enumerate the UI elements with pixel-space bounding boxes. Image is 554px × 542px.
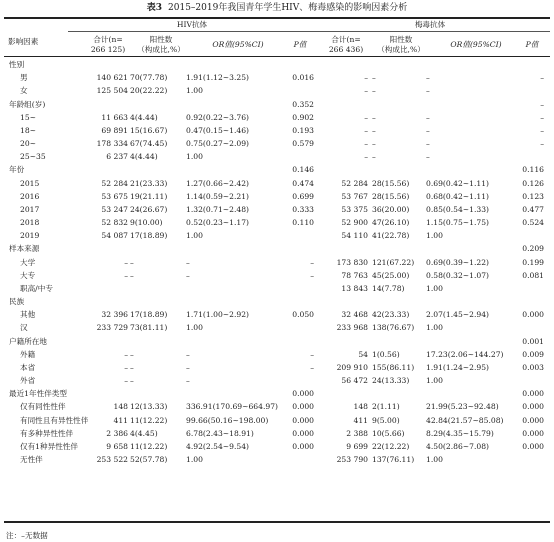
header-rule	[4, 56, 550, 57]
row-label: 年份	[9, 165, 25, 175]
header-syp-total-l2: 266 436)	[328, 45, 364, 54]
table-row	[0, 361, 554, 374]
row-label: 户籍所在地	[9, 336, 47, 346]
hiv-p-cell: 0.193	[292, 125, 314, 135]
header-hiv-pos-l1: 阳性数	[149, 35, 173, 44]
table-row	[0, 84, 554, 97]
syphilis-total-cell: 233 968	[336, 323, 368, 333]
hiv-or-cell: –	[186, 257, 190, 267]
table-row	[0, 269, 554, 282]
syphilis-or-cell: 8.29(4.35~15.79)	[426, 428, 494, 438]
syphilis-p-cell: 0.000	[522, 310, 544, 320]
hiv-p-cell: 0.474	[292, 178, 314, 188]
table-title: 2015–2019年我国青年学生HIV、梅毒感染的影响因素分析	[168, 3, 408, 13]
row-label: 样本来源	[9, 244, 40, 254]
syphilis-positive-cell: 47(26.10)	[372, 218, 410, 228]
hiv-total-cell: 69 891	[101, 125, 128, 135]
syphilis-or-cell: 1.00	[426, 323, 443, 333]
hiv-p-cell: 0.902	[292, 112, 314, 122]
syphilis-p-cell: –	[540, 139, 544, 149]
row-label: 最近1年性伴类型	[9, 389, 67, 399]
table-row	[0, 414, 554, 427]
hiv-positive-cell: 20(22.22)	[130, 86, 168, 96]
syphilis-total-cell: 9 699	[346, 441, 368, 451]
hiv-total-cell: 125 504	[96, 86, 128, 96]
table-section-row	[0, 163, 554, 176]
syphilis-or-cell: 2.07(1.45~2.94)	[426, 310, 490, 320]
hiv-or-cell: 1.00	[186, 152, 203, 162]
hiv-positive-cell: 4(4.44)	[130, 112, 158, 122]
row-label: 15~	[20, 112, 37, 122]
hiv-positive-cell: 17(18.89)	[130, 231, 168, 241]
syphilis-p-cell: –	[540, 99, 544, 109]
hiv-positive-cell: –	[130, 257, 134, 267]
hiv-or-cell: 99.66(50.16~198.00)	[186, 415, 269, 425]
table-row	[0, 453, 554, 466]
header-factor: 影响因素	[8, 37, 39, 46]
table-row	[0, 256, 554, 269]
hiv-or-cell: 1.27(0.66~2.42)	[186, 178, 250, 188]
hiv-or-cell: 1.71(1.00~2.92)	[186, 310, 250, 320]
syphilis-p-cell: 0.209	[522, 244, 544, 254]
syphilis-p-cell: 0.081	[522, 270, 544, 280]
hiv-positive-cell: 21(23.33)	[130, 178, 168, 188]
hiv-total-cell: 52 284	[101, 178, 128, 188]
hiv-or-cell: –	[186, 376, 190, 386]
hiv-or-cell: 1.91(1.12~3.25)	[186, 73, 250, 83]
row-label: 有同性且有异性性伴	[20, 415, 89, 425]
syphilis-or-cell: –	[426, 125, 430, 135]
hiv-or-cell: 0.75(0.27~2.09)	[186, 139, 250, 149]
table-section-row	[0, 242, 554, 255]
hiv-p-cell: 0.000	[292, 428, 314, 438]
header-syp-pos-l1: 阳性数	[389, 35, 413, 44]
hiv-positive-cell: 15(16.67)	[130, 125, 168, 135]
hiv-p-cell: 0.352	[292, 99, 314, 109]
hiv-positive-cell: 24(26.67)	[130, 204, 168, 214]
table-row	[0, 400, 554, 413]
hiv-or-cell: –	[186, 362, 190, 372]
syphilis-total-cell: –	[364, 139, 368, 149]
hiv-or-cell: –	[186, 270, 190, 280]
hiv-total-cell: 253 522	[96, 455, 128, 465]
syphilis-p-cell: 0.524	[522, 218, 544, 228]
table-row	[0, 427, 554, 440]
syphilis-p-cell: 0.003	[522, 362, 544, 372]
syphilis-total-cell: 56 472	[341, 376, 368, 386]
syphilis-total-cell: 2 388	[346, 428, 368, 438]
hiv-total-cell: –	[124, 257, 128, 267]
syphilis-or-cell: 1.15(0.75~1.75)	[426, 218, 490, 228]
hiv-positive-cell: 70(77.78)	[130, 73, 168, 83]
syphilis-or-cell: –	[426, 139, 430, 149]
table-row	[0, 124, 554, 137]
row-label: 性别	[9, 60, 25, 69]
syphilis-or-cell: 42.84(21.57~85.08)	[426, 415, 504, 425]
syphilis-p-cell: –	[540, 73, 544, 83]
table-row	[0, 150, 554, 163]
hiv-total-cell: 11 663	[101, 112, 128, 122]
syphilis-positive-cell: 14(7.78)	[372, 283, 405, 293]
hiv-p-cell: –	[310, 257, 314, 267]
row-label: 2018	[20, 218, 40, 228]
syphilis-total-cell: 54 110	[341, 231, 368, 241]
syphilis-p-cell: 0.000	[522, 402, 544, 412]
syphilis-or-cell: 1.00	[426, 455, 443, 465]
header-syp-total-l1: 合计(n=	[331, 35, 361, 44]
row-label: 男	[20, 73, 28, 83]
hiv-or-cell: 6.78(2.43~18.91)	[186, 428, 254, 438]
hiv-p-cell: 0.016	[292, 73, 314, 83]
syphilis-group-rule	[310, 31, 550, 32]
syphilis-total-cell: –	[364, 73, 368, 83]
hiv-total-cell: 53 675	[101, 191, 128, 201]
syphilis-p-cell: 0.477	[522, 204, 544, 214]
hiv-p-cell: 0.050	[292, 310, 314, 320]
row-label: 2016	[20, 191, 40, 201]
table-row	[0, 111, 554, 124]
row-label: 无性伴	[20, 455, 43, 465]
table-section-row	[0, 387, 554, 400]
hiv-or-cell: 336.91(170.69~664.97)	[186, 402, 279, 412]
hiv-positive-cell: 4(4.44)	[130, 152, 158, 162]
syphilis-p-cell: 0.123	[522, 191, 544, 201]
hiv-total-cell: 148	[113, 402, 128, 412]
header-hiv-or: OR值(95%CI)	[212, 40, 264, 49]
hiv-total-cell: –	[124, 376, 128, 386]
hiv-total-cell: 32 396	[101, 310, 128, 320]
syphilis-positive-cell: 36(20.00)	[372, 204, 410, 214]
hiv-positive-cell: 11(12.22)	[130, 415, 168, 425]
header-hiv-total-l1: 合计(n=	[93, 35, 123, 44]
row-label: 2015	[20, 178, 40, 188]
syphilis-positive-cell: 155(86.11)	[372, 362, 415, 372]
row-label: 2019	[20, 231, 40, 241]
syphilis-p-cell: 0.001	[522, 336, 544, 346]
syphilis-p-cell: 0.000	[522, 428, 544, 438]
syphilis-positive-cell: 24(13.33)	[372, 376, 410, 386]
syphilis-or-cell: 1.00	[426, 231, 443, 241]
syphilis-positive-cell: 45(25.00)	[372, 270, 410, 280]
syphilis-or-cell: –	[426, 112, 430, 122]
syphilis-positive-cell: –	[372, 112, 376, 122]
table-row	[0, 321, 554, 334]
syphilis-positive-cell: –	[372, 73, 376, 83]
syphilis-p-cell: 0.116	[522, 165, 544, 175]
hiv-positive-cell: 12(13.33)	[130, 402, 168, 412]
table-row	[0, 308, 554, 321]
row-label: 仅有1种异性性伴	[20, 441, 78, 451]
syphilis-total-cell: 78 763	[341, 270, 368, 280]
row-label: 本省	[20, 362, 36, 372]
hiv-total-cell: 54 087	[101, 231, 128, 241]
table-caption	[0, 3, 554, 14]
header-syp-or: OR值(95%CI)	[450, 40, 502, 49]
hiv-p-cell: 0.579	[292, 139, 314, 149]
syphilis-positive-cell: 137(76.11)	[372, 455, 415, 465]
hiv-total-cell: 140 621	[96, 73, 128, 83]
syphilis-or-cell: 21.99(5.23~92.48)	[426, 402, 499, 412]
syphilis-or-cell: 0.85(0.54~1.33)	[426, 204, 490, 214]
syphilis-positive-cell: 10(5.66)	[372, 428, 405, 438]
row-label: 职高/中专	[20, 283, 53, 293]
syphilis-positive-cell: 2(1.11)	[372, 402, 400, 412]
row-label: 大学	[20, 257, 36, 267]
syphilis-or-cell: –	[426, 86, 430, 96]
hiv-positive-cell: –	[130, 349, 134, 359]
syphilis-total-cell: 52 900	[341, 218, 368, 228]
header-syp-p: P值	[525, 40, 539, 49]
table-row	[0, 282, 554, 295]
syphilis-or-cell: 4.50(2.86~7.08)	[426, 441, 490, 451]
hiv-p-cell: –	[310, 349, 314, 359]
syphilis-positive-cell: –	[372, 152, 376, 162]
syphilis-positive-cell: –	[372, 86, 376, 96]
hiv-positive-cell: 19(21.11)	[130, 191, 168, 201]
hiv-positive-cell: 11(12.22)	[130, 441, 168, 451]
hiv-p-cell: 0.699	[292, 191, 314, 201]
table-section-row	[0, 295, 554, 308]
row-label: 20~	[20, 139, 37, 149]
syphilis-p-cell: 0.000	[522, 415, 544, 425]
row-label: 其他	[20, 310, 36, 320]
row-label: 汉	[20, 323, 28, 333]
hiv-or-cell: 1.32(0.71~2.48)	[186, 204, 250, 214]
syphilis-positive-cell: 22(12.22)	[372, 441, 410, 451]
header-syp-pos-l2: （构成比,%）	[377, 45, 425, 54]
syphilis-or-cell: 1.00	[426, 376, 443, 386]
hiv-group-rule	[68, 31, 316, 32]
hiv-or-cell: 1.00	[186, 455, 203, 465]
hiv-total-cell: 178 334	[96, 139, 128, 149]
header-hiv-pos-l2: （构成比,%）	[137, 45, 185, 54]
hiv-total-cell: –	[124, 349, 128, 359]
hiv-p-cell: –	[310, 270, 314, 280]
row-label: 18~	[20, 125, 37, 135]
header-hiv-p: P值	[293, 40, 307, 49]
syphilis-p-cell: 0.009	[522, 349, 544, 359]
syphilis-p-cell: 0.000	[522, 441, 544, 451]
syphilis-total-cell: –	[364, 86, 368, 96]
hiv-or-cell: 0.52(0.23~1.17)	[186, 218, 250, 228]
row-label: 25~35	[20, 152, 46, 162]
syphilis-total-cell: 173 830	[336, 257, 368, 267]
hiv-or-cell: 1.00	[186, 323, 203, 333]
bottom-rule	[4, 521, 550, 523]
table-row	[0, 348, 554, 361]
syphilis-p-cell: 0.126	[522, 178, 544, 188]
table-row	[0, 137, 554, 150]
syphilis-or-cell: 0.69(0.39~1.22)	[426, 257, 490, 267]
header-hiv-total-l2: 266 125)	[90, 45, 126, 54]
hiv-p-cell: 0.110	[292, 218, 314, 228]
syphilis-total-cell: –	[364, 112, 368, 122]
syphilis-total-cell: 13 843	[341, 283, 368, 293]
hiv-positive-cell: –	[130, 376, 134, 386]
table-row	[0, 229, 554, 242]
hiv-total-cell: 411	[113, 415, 128, 425]
table-section-row	[0, 58, 554, 71]
hiv-p-cell: 0.000	[292, 402, 314, 412]
hiv-total-cell: 2 386	[106, 428, 128, 438]
syphilis-or-cell: –	[426, 73, 430, 83]
syphilis-p-cell: –	[540, 125, 544, 135]
syphilis-positive-cell: 28(15.56)	[372, 178, 410, 188]
syphilis-total-cell: 411	[353, 415, 368, 425]
hiv-p-cell: 0.000	[292, 441, 314, 451]
row-label: 年龄组(岁)	[9, 99, 46, 109]
syphilis-positive-cell: 121(67.22)	[372, 257, 415, 267]
syphilis-total-cell: 52 284	[341, 178, 368, 188]
syphilis-positive-cell: 28(15.56)	[372, 191, 410, 201]
syphilis-positive-cell: 1(0.56)	[372, 349, 400, 359]
top-rule	[4, 17, 550, 19]
hiv-or-cell: 1.00	[186, 86, 203, 96]
row-label: 外省	[20, 376, 36, 386]
syphilis-or-cell: 17.23(2.06~144.27)	[426, 349, 504, 359]
table-row	[0, 190, 554, 203]
table-row	[0, 216, 554, 229]
row-label: 大专	[20, 270, 36, 280]
hiv-p-cell: 0.000	[292, 415, 314, 425]
syphilis-total-cell: 32 468	[341, 310, 368, 320]
hiv-or-cell: 0.47(0.15~1.46)	[186, 125, 250, 135]
syphilis-or-cell: 1.00	[426, 283, 443, 293]
hiv-p-cell: 0.000	[292, 389, 314, 399]
table-number: 表3	[146, 3, 163, 13]
hiv-total-cell: 53 247	[101, 204, 128, 214]
hiv-positive-cell: 17(18.89)	[130, 310, 168, 320]
hiv-positive-cell: 67(74.45)	[130, 139, 168, 149]
syphilis-positive-cell: 9(5.00)	[372, 415, 400, 425]
syphilis-or-cell: 0.58(0.32~1.07)	[426, 270, 490, 280]
syphilis-positive-cell: 41(22.78)	[372, 231, 410, 241]
hiv-or-cell: 1.14(0.59~2.21)	[186, 191, 250, 201]
hiv-p-cell: 0.146	[292, 165, 314, 175]
syphilis-or-cell: 1.91(1.24~2.95)	[426, 362, 490, 372]
row-label: 女	[20, 86, 28, 96]
row-label: 仅有同性性伴	[20, 402, 66, 412]
syphilis-positive-cell: –	[372, 139, 376, 149]
table-row	[0, 374, 554, 387]
hiv-total-cell: 52 832	[101, 218, 128, 228]
header-hiv-group: HIV抗体	[176, 20, 208, 29]
hiv-positive-cell: 52(57.78)	[130, 455, 168, 465]
hiv-or-cell: 1.00	[186, 231, 203, 241]
syphilis-total-cell: 53 375	[341, 204, 368, 214]
syphilis-total-cell: –	[364, 125, 368, 135]
syphilis-total-cell: 253 790	[336, 455, 368, 465]
table-row	[0, 71, 554, 84]
hiv-total-cell: 9 658	[106, 441, 128, 451]
hiv-total-cell: –	[124, 362, 128, 372]
syphilis-or-cell: –	[426, 152, 430, 162]
syphilis-total-cell: 54	[358, 349, 368, 359]
table-section-row	[0, 98, 554, 111]
hiv-positive-cell: 4(4.45)	[130, 428, 158, 438]
hiv-or-cell: –	[186, 349, 190, 359]
table-row	[0, 440, 554, 453]
syphilis-p-cell: 0.199	[522, 257, 544, 267]
syphilis-p-cell: 0.000	[522, 389, 544, 399]
syphilis-total-cell: 53 767	[341, 191, 368, 201]
table-row	[0, 203, 554, 216]
hiv-positive-cell: –	[130, 362, 134, 372]
hiv-total-cell: –	[124, 270, 128, 280]
syphilis-positive-cell: –	[372, 125, 376, 135]
syphilis-total-cell: 148	[353, 402, 368, 412]
hiv-total-cell: 233 729	[96, 323, 128, 333]
syphilis-p-cell: –	[540, 112, 544, 122]
syphilis-positive-cell: 138(76.67)	[372, 323, 415, 333]
row-label: 有多种异性性伴	[20, 428, 74, 438]
syphilis-or-cell: 0.69(0.42~1.11)	[426, 178, 490, 188]
syphilis-total-cell: 209 910	[336, 362, 368, 372]
table-row	[0, 177, 554, 190]
syphilis-total-cell: –	[364, 152, 368, 162]
hiv-positive-cell: –	[130, 270, 134, 280]
row-label: 外籍	[20, 349, 36, 359]
hiv-positive-cell: 9(10.00)	[130, 218, 163, 228]
hiv-or-cell: 4.92(2.54~9.54)	[186, 441, 250, 451]
header-syphilis-group: 梅毒抗体	[414, 20, 446, 29]
table-section-row	[0, 335, 554, 348]
hiv-or-cell: 0.92(0.22~3.76)	[186, 112, 250, 122]
syphilis-or-cell: 0.68(0.42~1.11)	[426, 191, 490, 201]
hiv-p-cell: –	[310, 362, 314, 372]
row-label: 2017	[20, 204, 40, 214]
hiv-total-cell: 6 237	[106, 152, 128, 162]
hiv-positive-cell: 73(81.11)	[130, 323, 168, 333]
row-label: 民族	[9, 297, 25, 307]
syphilis-positive-cell: 42(23.33)	[372, 310, 410, 320]
table-note: 注：–无数据	[6, 531, 48, 540]
hiv-p-cell: 0.333	[292, 204, 314, 214]
